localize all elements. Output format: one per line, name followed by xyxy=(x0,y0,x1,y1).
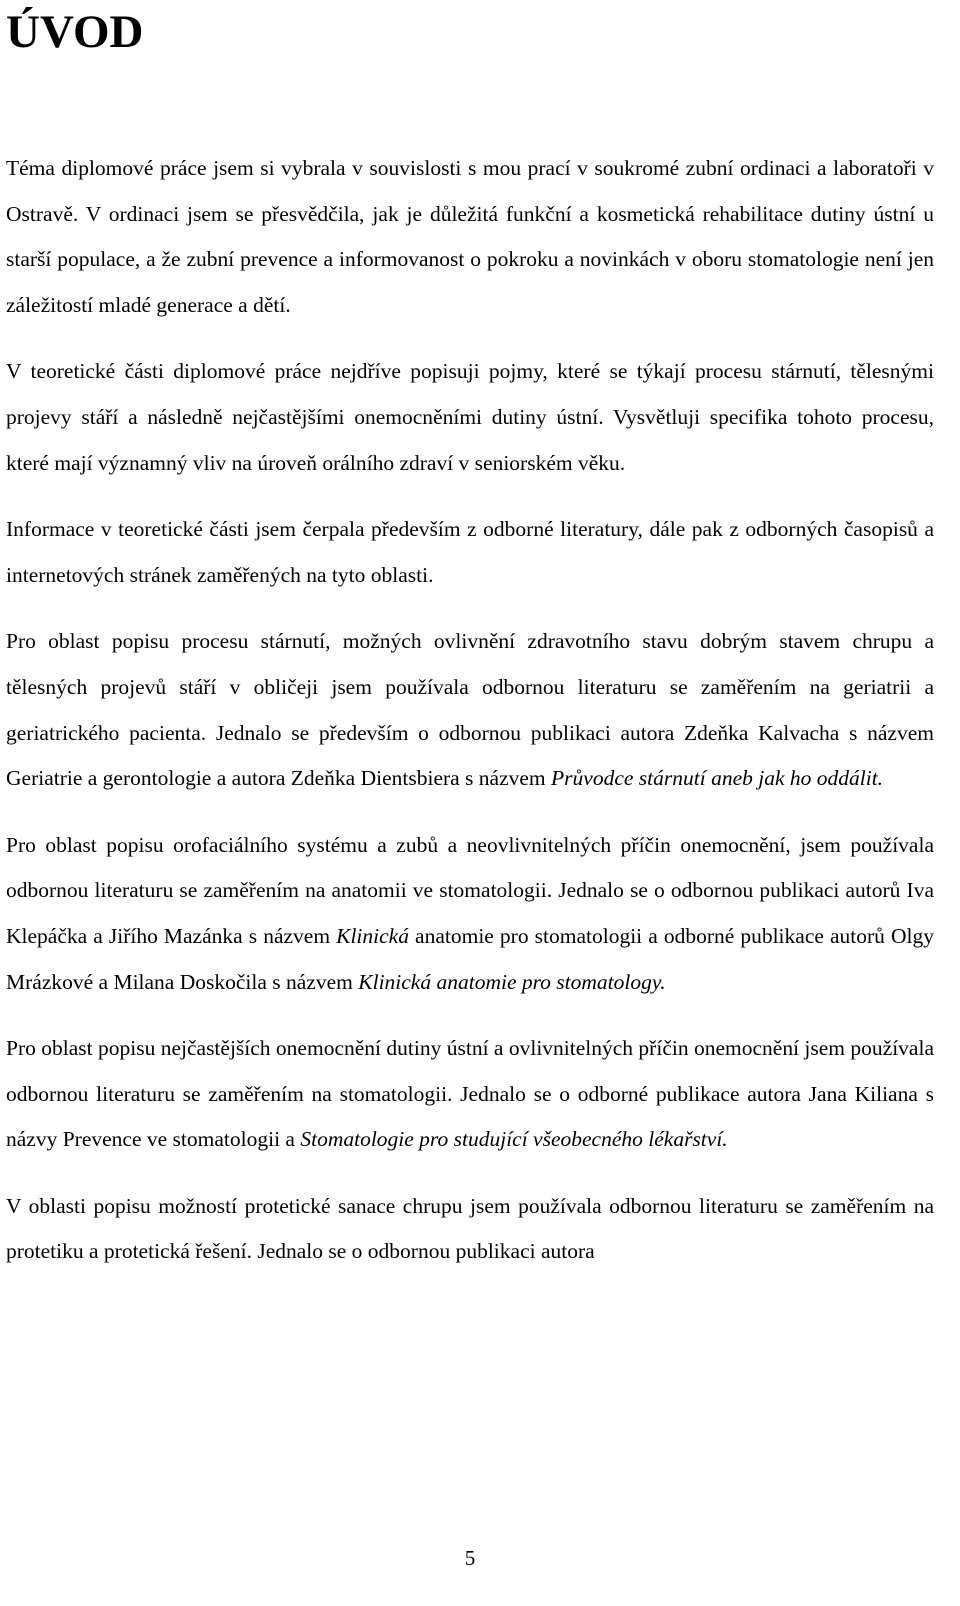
paragraph xyxy=(6,1184,934,1275)
italic-title-text: Stomatologie pro studující všeobecného lékařství. xyxy=(300,1127,728,1152)
paragraph-text: Pro oblast popisu procesu stárnutí, možných ovlivnění zdravotního stavu dobrým stavem chrupu a tělesných projevů stáří v obličeji jsem používala odbornou literaturu se zaměřením na geriatrii a geriatrického pacienta. Jednalo se především o odbornou publikaci autora Zdeňka Kalvacha s názvem Geriatrie a gerontologie a autora Zdeňka Dientsbiera s názvem xyxy=(6,629,934,791)
paragraph-text: V oblasti popisu možností protetické sanace chrupu jsem používala odbornou literaturu se zaměřením na protetiku a protetická řešení. Jednalo se o odbornou publikaci autora xyxy=(6,1193,934,1264)
paragraph xyxy=(6,619,934,801)
paragraph-text: V teoretické části diplomové práce nejdříve popisuji pojmy, které se týkají procesu stárnutí, tělesnými projevy stáří a následně nejčastějšími onemocněními dutiny ústní. Vysvětluji specifika tohoto procesu, které mají významný vliv na úroveň orálního zdraví v seniorském věku. xyxy=(6,359,934,475)
paragraph xyxy=(6,1026,934,1163)
paragraph-text: anatomie pro stomatologii a odborné publikace autorů Olgy Mrázkové a Milana Doskočila s názvem xyxy=(6,923,934,994)
page-number: 5 xyxy=(464,1546,476,1570)
italic-title-text: Klinická anatomie pro stomatology. xyxy=(358,969,666,994)
paragraph-text: Pro oblast popisu orofaciálního systému a zubů a neovlivnitelných příčin onemocnění, jsem používala odbornou literaturu se zaměřením na anatomii ve stomatologii. Jednalo se o odbornou publikaci autorů Iva Klepáčka a Jiřího Mazánka s názvem xyxy=(6,832,934,948)
italic-title-text: Průvodce stárnutí aneb jak ho oddálit. xyxy=(551,766,884,791)
chapter-heading: ÚVOD xyxy=(6,6,144,58)
paragraph-text: Pro oblast popisu nejčastějších onemocnění dutiny ústní a ovlivnitelných příčin onemocnění jsem používala odbornou literaturu se zaměřením na stomatologii. Jednalo se o odborné publikace autora Jana Kiliana s názvy Prevence ve stomatologii a xyxy=(6,1036,934,1152)
paragraph-text: Informace v teoretické části jsem čerpala především z odborné literatury, dále pak z odborných časopisů a internetových stránek zaměřených na tyto oblasti. xyxy=(6,517,934,587)
paragraph xyxy=(6,507,934,598)
paragraph-text: Téma diplomové práce jsem si vybrala v souvislosti s mou prací v soukromé zubní ordinaci a laboratoři v Ostravě. V ordinaci jsem se přesvědčila, jak je důležitá funkční a kosmetická rehabilitace dutiny ústní u starší populace, a že zubní prevence a informovanost o pokroku a novinkách v oboru stomatologie není jen záležitostí mladé generace a dětí. xyxy=(6,156,934,317)
paragraph xyxy=(6,823,934,1005)
italic-title-text: Klinická xyxy=(336,923,409,948)
paragraph xyxy=(6,349,934,486)
body-text xyxy=(6,146,934,1296)
paragraph xyxy=(6,146,934,328)
